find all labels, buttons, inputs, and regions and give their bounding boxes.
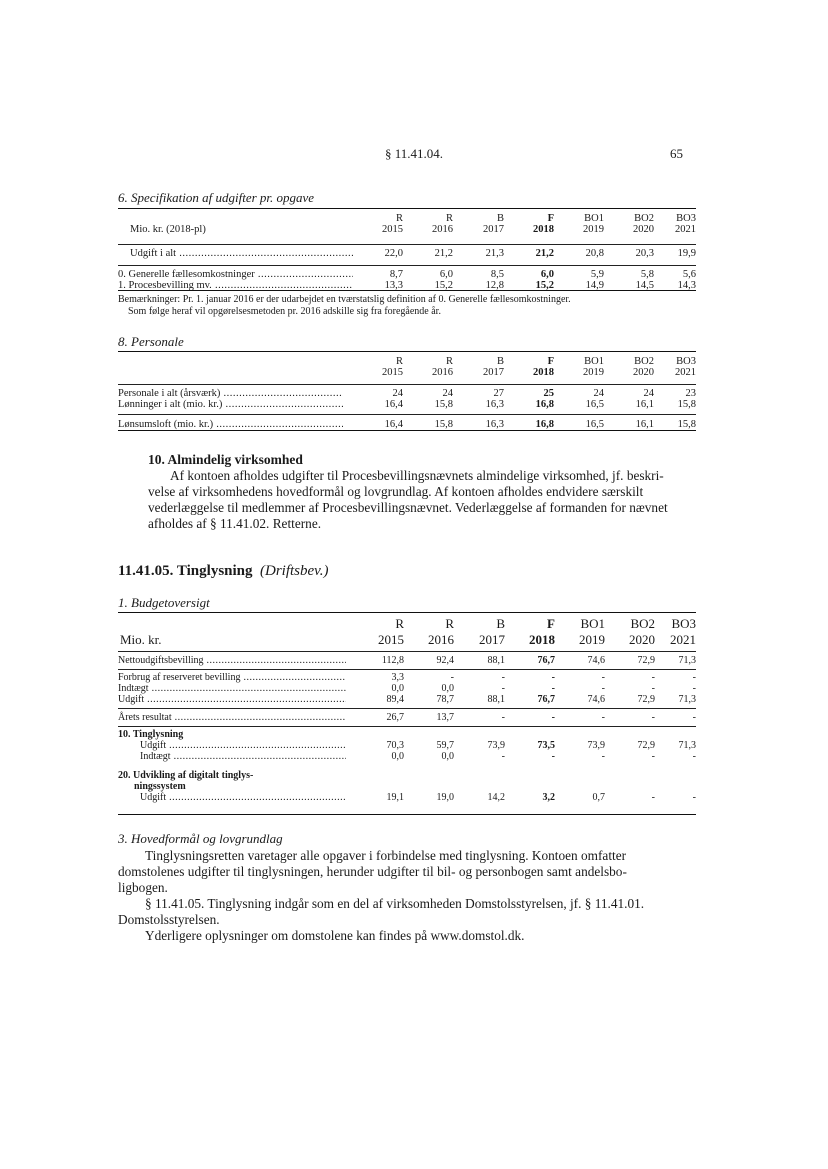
- cell: 0,0: [391, 751, 404, 762]
- hovedformaal-p1-line-1: Tinglysningsretten varetager alle opgaver i forbindelse med tinglysning. Kontoen omfatter: [145, 848, 627, 863]
- budget-row-g10-udgift: [118, 740, 696, 751]
- col-code: B: [496, 213, 504, 224]
- col-year: 2020: [633, 224, 654, 235]
- cell: 16,3: [485, 419, 504, 430]
- cell: -: [551, 751, 555, 762]
- col-code: F: [547, 616, 555, 631]
- personale-top-rule: [118, 351, 696, 352]
- cell: 27: [493, 387, 504, 399]
- col-year: 2015: [382, 367, 403, 378]
- row-label: Indtægt: [140, 751, 171, 762]
- col-year: 2018: [529, 632, 555, 647]
- cell: 16,1: [635, 398, 654, 410]
- spec-row: [118, 280, 696, 291]
- cell: 5,9: [590, 268, 604, 280]
- cell: 3,3: [391, 672, 404, 683]
- budget-row-g10-indtaegt: [118, 751, 696, 762]
- cell: -: [501, 683, 505, 694]
- cell: -: [692, 792, 696, 803]
- col-year: 2021: [675, 367, 696, 378]
- col-code: F: [547, 356, 554, 367]
- cell: 6,0: [540, 268, 554, 280]
- cell: 76,7: [537, 694, 555, 705]
- col-year: 2020: [633, 367, 654, 378]
- budget-bottom-rule: [118, 814, 696, 815]
- cell: 0,0: [391, 683, 404, 694]
- cell: -: [692, 672, 696, 683]
- row-label: 1. Procesbevilling mv.: [118, 279, 212, 291]
- cell: 20,3: [635, 247, 654, 259]
- almindelig-heading: 10. Almindelig virksomhed: [148, 452, 303, 467]
- row-label: Personale i alt (årsværk): [118, 387, 221, 399]
- hovedformaal-p1-line-2: domstolenes udgifter til tinglysningen, herunder udgifter til bil- og personbogen samt andelsbo-: [118, 864, 627, 879]
- row-label: Indtægt: [118, 683, 149, 694]
- cell: 16,3: [485, 398, 504, 410]
- row-label: Lønsumsloft (mio. kr.): [118, 419, 214, 430]
- col-code: BO1: [584, 213, 604, 224]
- cell: 26,7: [386, 711, 404, 723]
- col-year: 2020: [629, 632, 655, 647]
- cell: 88,1: [487, 654, 505, 666]
- col-code: BO1: [584, 356, 604, 367]
- row-label: Nettoudgiftsbevilling: [118, 654, 204, 666]
- col-code: BO3: [671, 616, 696, 631]
- cell: 21,3: [485, 247, 504, 259]
- cell: -: [651, 683, 655, 694]
- cell: 16,8: [535, 398, 554, 410]
- col-code: R: [445, 213, 453, 224]
- row-label: Udgift: [140, 740, 167, 751]
- personale-row: [118, 384, 696, 399]
- cell: 78,7: [436, 694, 454, 705]
- row-label: Årets resultat: [118, 711, 172, 723]
- group-title-line-2: ningssystem: [134, 781, 186, 792]
- col-code: R: [395, 356, 403, 367]
- almindelig-line-4: afholdes af § 11.41.02. Retterne.: [148, 516, 322, 531]
- cell: 21,2: [434, 247, 453, 259]
- budget-row-g20-udgift: [118, 792, 696, 803]
- col-year: 2015: [382, 224, 403, 235]
- hovedformaal-title: 3. Hovedformål og lovgrundlag: [118, 831, 283, 846]
- cell: -: [651, 672, 655, 683]
- cell: 15,8: [434, 419, 453, 430]
- col-year: 2015: [378, 632, 404, 647]
- cell: 14,9: [585, 279, 604, 291]
- col-year: 2017: [483, 367, 504, 378]
- budget-group-20-title: [118, 770, 696, 792]
- col-code: B: [496, 616, 505, 631]
- col-year: 2019: [583, 367, 604, 378]
- col-year: 2016: [432, 367, 453, 378]
- col-year: 2019: [583, 224, 604, 235]
- col-code: BO2: [630, 616, 655, 631]
- col-code: BO3: [676, 356, 696, 367]
- cell: 20,8: [585, 247, 604, 259]
- cell: 73,9: [587, 740, 605, 751]
- cell: 5,6: [682, 268, 696, 280]
- cell: 16,5: [585, 398, 604, 410]
- cell: 76,7: [537, 654, 555, 666]
- cell: 15,8: [677, 398, 696, 410]
- cell: 88,1: [487, 694, 505, 705]
- cell: 73,5: [537, 740, 555, 751]
- budget-unit: Mio. kr.: [120, 632, 162, 647]
- cell: 24: [392, 387, 403, 399]
- cell: 71,3: [678, 740, 696, 751]
- cell: 112,8: [381, 654, 404, 666]
- group-title: [118, 770, 346, 792]
- col-code: BO2: [634, 356, 654, 367]
- col-code: BO3: [676, 213, 696, 224]
- spec-row: [118, 265, 696, 280]
- budget-row-udgift: [118, 694, 696, 705]
- cell: 71,3: [678, 694, 696, 705]
- personale-title: 8. Personale: [118, 334, 184, 349]
- col-code: B: [496, 356, 504, 367]
- cell: 15,2: [434, 279, 453, 291]
- spec-table: [118, 213, 696, 291]
- cell: 14,5: [635, 279, 654, 291]
- budget-row-netto: [118, 651, 696, 666]
- cell: 5,8: [640, 268, 654, 280]
- cell: 70,3: [386, 740, 404, 751]
- cell: 15,8: [434, 398, 453, 410]
- almindelig-line-2: velse af virksomhedens hovedformål og lovgrundlag. Af kontoen afholdes endvidere særskilt: [148, 484, 644, 499]
- budget-title: 1. Budgetoversigt: [118, 595, 210, 610]
- cell: 8,7: [389, 268, 403, 280]
- cell: 15,8: [677, 419, 696, 430]
- spec-title: 6. Specifikation af udgifter pr. opgave: [118, 190, 315, 205]
- cell: 73,9: [487, 740, 505, 751]
- cell: -: [651, 711, 655, 723]
- col-code: BO2: [634, 213, 654, 224]
- cell: 19,0: [436, 792, 454, 803]
- cell: -: [651, 792, 655, 803]
- cell: -: [551, 711, 555, 723]
- spec-header-years: [118, 224, 696, 235]
- col-code: R: [445, 616, 454, 631]
- cell: -: [501, 672, 505, 683]
- cell: 59,7: [436, 740, 454, 751]
- cell: 92,4: [436, 654, 454, 666]
- cell: 16,8: [535, 419, 554, 430]
- cell: -: [501, 751, 505, 762]
- cell: 12,8: [485, 279, 504, 291]
- cell: 16,4: [384, 398, 403, 410]
- hovedformaal-p2-line-1: § 11.41.05. Tinglysning indgår som en del af virksomheden Domstolsstyrelsen, jf. § 11.41.01.: [145, 896, 645, 911]
- cell: 71,3: [678, 654, 696, 666]
- cell: -: [551, 683, 555, 694]
- budget-top-rule: [118, 612, 696, 613]
- cell: -: [501, 711, 505, 723]
- row-label: 0. Generelle fællesomkostninger: [118, 268, 255, 280]
- personale-bottom-rule: [118, 430, 696, 431]
- cell: 72,9: [637, 694, 655, 705]
- cell: -: [651, 751, 655, 762]
- col-code: R: [395, 616, 404, 631]
- cell: -: [692, 683, 696, 694]
- cell: -: [692, 751, 696, 762]
- col-year: 2018: [533, 367, 554, 378]
- cell: 24: [593, 387, 604, 399]
- tinglysning-heading-type: (Driftsbev.): [260, 563, 329, 579]
- cell: 13,3: [384, 279, 403, 291]
- cell: -: [601, 711, 605, 723]
- spec-top-rule: [118, 208, 696, 209]
- row-label: Lønninger i alt (mio. kr.): [118, 398, 223, 410]
- cell: 24: [442, 387, 453, 399]
- col-code: BO1: [580, 616, 605, 631]
- col-year: 2016: [432, 224, 453, 235]
- spec-bottom-rule: [118, 290, 696, 291]
- cell: 3,2: [542, 792, 555, 803]
- budget-header-years: [118, 632, 696, 648]
- cell: -: [601, 683, 605, 694]
- cell: -: [551, 672, 555, 683]
- cell: 72,9: [637, 654, 655, 666]
- section-reference: § 11.41.04.: [384, 146, 444, 161]
- cell: 22,0: [384, 247, 403, 259]
- cell: 16,5: [585, 419, 604, 430]
- almindelig-line-1: Af kontoen afholdes udgifter til Procesbevillingsnævnets almindelige virksomhed, jf. beskri-: [170, 468, 664, 483]
- cell: -: [601, 672, 605, 683]
- spec-total-row: [118, 244, 696, 264]
- personale-table: [118, 356, 696, 430]
- cell: 21,2: [535, 247, 554, 259]
- personale-loft-row: [118, 415, 696, 431]
- cell: 8,5: [490, 268, 504, 280]
- cell: 14,3: [677, 279, 696, 291]
- cell: 72,9: [637, 740, 655, 751]
- tinglysning-heading-number: 11.41.05. Tinglysning: [118, 563, 253, 579]
- spec-unit: Mio. kr. (2018-pl): [130, 224, 206, 235]
- cell: 23: [685, 387, 696, 399]
- row-label: Udgift i alt: [130, 247, 177, 259]
- hovedformaal-p2-line-2: Domstolsstyrelsen.: [118, 912, 220, 927]
- col-year: 2017: [483, 224, 504, 235]
- cell: -: [601, 751, 605, 762]
- cell: 16,1: [635, 419, 654, 430]
- budget-table: [118, 616, 696, 803]
- col-year: 2017: [479, 632, 505, 647]
- cell: 19,1: [386, 792, 404, 803]
- col-code: F: [547, 213, 554, 224]
- col-year: 2016: [428, 632, 454, 647]
- tinglysning-heading: [118, 563, 328, 580]
- cell: -: [692, 711, 696, 723]
- cell: 89,4: [386, 694, 404, 705]
- col-code: R: [445, 356, 453, 367]
- spec-note-2: Som følge heraf vil opgørelsesmetoden pr. 2016 adskille sig fra foregående år.: [128, 306, 441, 317]
- budget-group-10-title: [118, 727, 696, 741]
- cell: 0,7: [592, 792, 605, 803]
- page-number: 65: [670, 146, 683, 161]
- budget-row-aarets: [118, 708, 696, 723]
- group-title-line-1: 20. Udvikling af digitalt tinglys-: [118, 770, 254, 781]
- cell: -: [450, 672, 454, 683]
- cell: 74,6: [587, 654, 605, 666]
- row-label: Udgift: [118, 694, 145, 705]
- cell: 13,7: [436, 711, 454, 723]
- cell: 0,0: [441, 751, 454, 762]
- row-label: Forbrug af reserveret bevilling: [118, 672, 241, 683]
- cell: 6,0: [439, 268, 453, 280]
- spec-header-codes: [118, 213, 696, 224]
- cell: 24: [643, 387, 654, 399]
- hovedformaal-p3-line-1: Yderligere oplysninger om domstolene kan findes på www.domstol.dk.: [145, 928, 525, 943]
- group-title: 10. Tinglysning: [118, 729, 184, 740]
- cell: 16,4: [384, 419, 403, 430]
- hovedformaal-p1-line-3: ligbogen.: [118, 880, 168, 895]
- cell: 19,9: [677, 247, 696, 259]
- col-year: 2018: [533, 224, 554, 235]
- cell: 0,0: [441, 683, 454, 694]
- col-year: 2021: [675, 224, 696, 235]
- budget-row-forbrug: [118, 670, 696, 684]
- row-label: Udgift: [140, 792, 167, 803]
- cell: 14,2: [487, 792, 505, 803]
- cell: 74,6: [587, 694, 605, 705]
- almindelig-line-3: vederlæggelse til medlemmer af Procesbevillingsnævnet. Vederlæggelse af formanden for nævnet: [148, 500, 668, 515]
- col-year: 2021: [670, 632, 696, 647]
- col-year: 2019: [579, 632, 605, 647]
- budget-row-indtaegt: [118, 683, 696, 694]
- spec-note-1: Bemærkninger: Pr. 1. januar 2016 er der udarbejdet en tværstatslig definition af 0. Generelle fællesomkostninger.: [118, 294, 571, 305]
- personale-row: [118, 399, 696, 410]
- col-code: R: [395, 213, 403, 224]
- budget-header-codes: [118, 616, 696, 632]
- cell: 15,2: [535, 279, 554, 291]
- cell: 25: [543, 387, 554, 399]
